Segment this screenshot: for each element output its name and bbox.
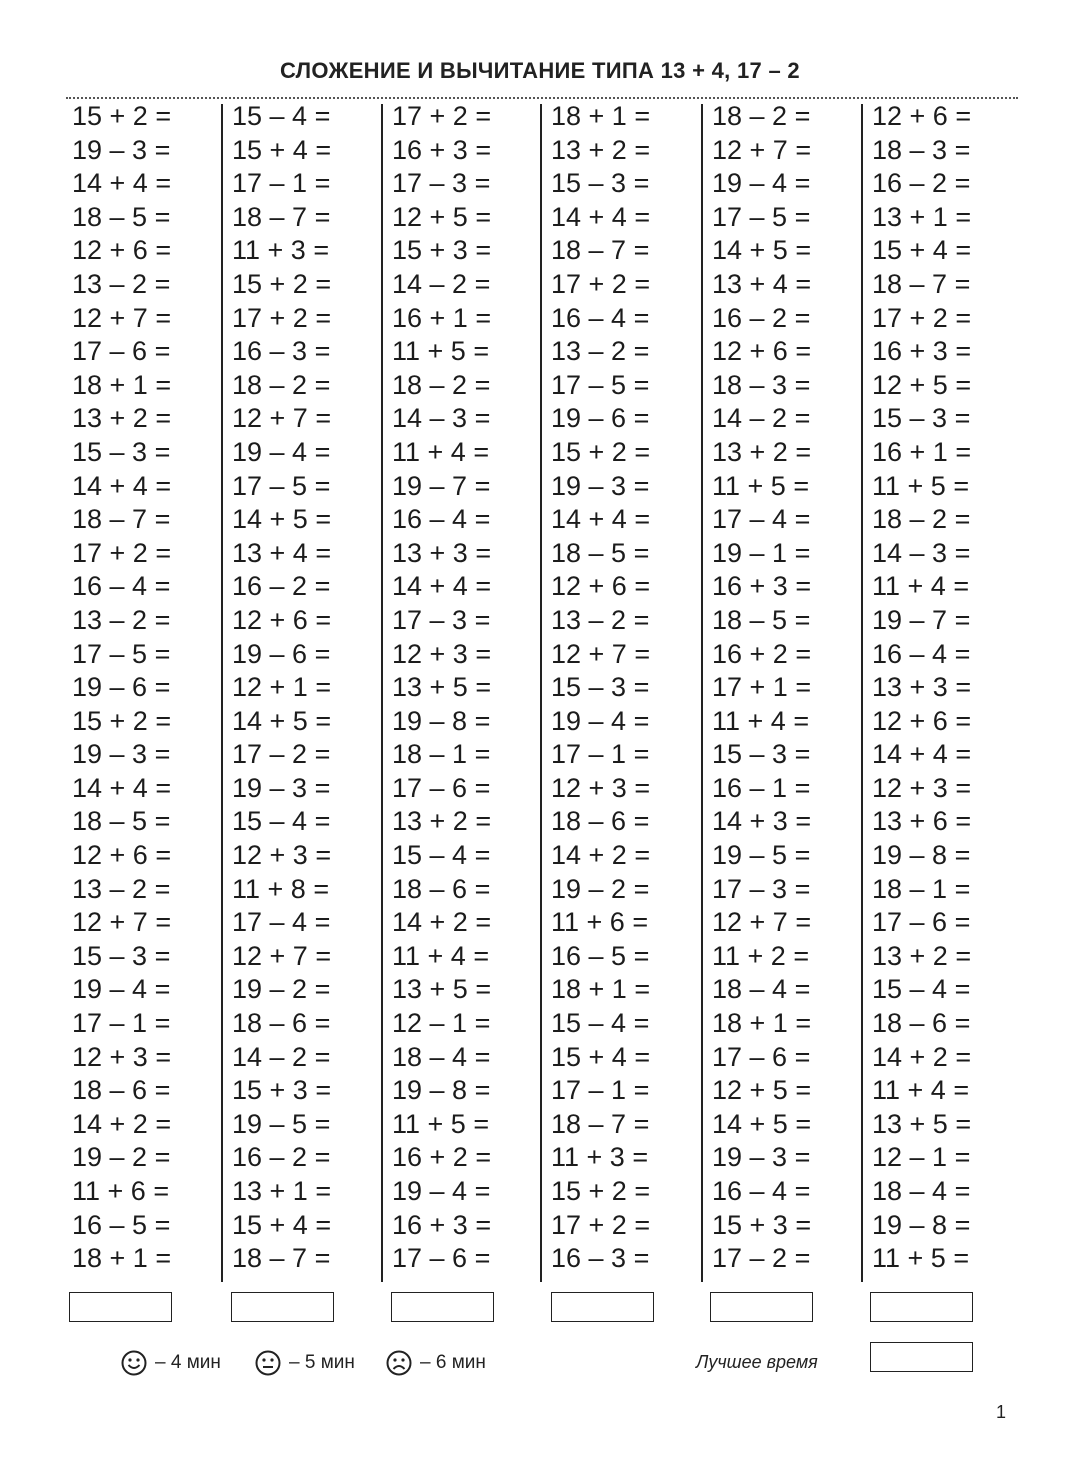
exercise-item: 13 + 4 = xyxy=(712,268,812,299)
exercise-item: 13 + 2 = xyxy=(712,436,812,467)
exercise-item: 15 + 3 = xyxy=(712,1209,812,1240)
exercise-item: 17 + 2 = xyxy=(551,1209,651,1240)
exercise-item: 19 – 3 = xyxy=(712,1142,811,1173)
exercise-item: 17 – 6 = xyxy=(872,907,971,938)
exercise-item: 11 + 8 = xyxy=(232,873,330,904)
exercise-item: 18 – 3 = xyxy=(872,134,971,165)
exercise-item: 19 – 7 = xyxy=(392,470,491,501)
exercise-item: 15 – 3 = xyxy=(72,436,171,467)
exercise-item: 11 + 5 = xyxy=(392,1108,490,1139)
exercise-item: 18 – 2 = xyxy=(712,101,811,131)
exercise-item: 11 + 4 = xyxy=(712,705,810,736)
exercise-item: 15 + 4 = xyxy=(232,134,332,165)
exercise-item: 15 + 4 = xyxy=(551,1041,651,1072)
exercise-item: 18 – 5 = xyxy=(72,806,171,837)
exercise-item: 13 + 1 = xyxy=(232,1176,332,1206)
exercise-item: 11 + 5 = xyxy=(872,1243,970,1274)
exercise-item: 15 – 4 = xyxy=(232,806,331,837)
exercise-item: 19 – 5 = xyxy=(712,840,811,871)
exercise-item: 18 – 5 = xyxy=(712,604,811,635)
exercise-item: 15 – 3 = xyxy=(872,403,971,434)
exercise-item: 18 – 1 = xyxy=(392,739,491,770)
exercise-item: 16 – 5 = xyxy=(72,1209,171,1240)
exercise-item: 19 – 4 = xyxy=(551,705,650,736)
exercise-item: 11 + 3 = xyxy=(551,1142,649,1173)
exercise-item: 14 + 4 = xyxy=(72,772,172,803)
exercise-item: 11 + 4 = xyxy=(872,571,970,602)
exercise-item: 18 – 4 = xyxy=(872,1176,971,1206)
worksheet-title: СЛОЖЕНИЕ И ВЫЧИТАНИЕ ТИПА 13 + 4, 17 – 2 xyxy=(280,58,800,83)
exercise-item: 18 – 7 = xyxy=(872,268,971,299)
exercise-item: 17 + 2 = xyxy=(872,302,972,333)
exercise-item: 18 – 2 = xyxy=(872,504,971,535)
exercise-item: 17 – 5 = xyxy=(72,638,171,669)
exercise-item: 18 – 4 = xyxy=(712,974,811,1005)
exercise-column-4 xyxy=(551,100,701,1276)
legend-sad-text: – 6 мин xyxy=(420,1352,486,1373)
exercise-item: 18 – 6 = xyxy=(392,873,491,904)
exercise-item: 16 + 1 = xyxy=(392,302,492,333)
exercise-item: 14 + 4 = xyxy=(72,168,172,199)
exercise-item: 13 + 3 = xyxy=(392,537,492,568)
exercise-item: 16 + 3 = xyxy=(392,1209,492,1240)
exercise-item: 16 – 4 = xyxy=(551,302,650,333)
exercise-item: 14 + 5 = xyxy=(712,1108,812,1139)
exercise-item: 19 – 4 = xyxy=(232,436,331,467)
exercise-item: 15 – 3 = xyxy=(551,672,650,703)
exercise-item: 12 + 3 = xyxy=(392,638,492,669)
exercise-item: 16 – 5 = xyxy=(551,940,650,971)
exercise-item: 15 + 4 = xyxy=(232,1209,332,1240)
exercise-item: 18 – 5 = xyxy=(551,537,650,568)
exercise-item: 19 – 6 = xyxy=(72,672,171,703)
exercise-item: 12 + 5 = xyxy=(872,369,972,400)
exercise-item: 19 – 2 = xyxy=(72,1142,171,1173)
exercise-item: 13 – 2 = xyxy=(72,268,171,299)
exercise-item: 13 + 1 = xyxy=(872,201,972,232)
exercise-item: 13 + 2 = xyxy=(551,134,651,165)
exercise-item: 12 + 7 = xyxy=(72,302,172,333)
exercise-item: 16 – 4 = xyxy=(392,504,491,535)
exercise-item: 15 + 2 = xyxy=(551,1176,651,1206)
exercise-item: 11 + 6 = xyxy=(551,907,649,938)
exercise-item: 17 – 6 = xyxy=(72,336,171,367)
exercise-item: 18 – 6 = xyxy=(72,1075,171,1106)
exercise-item: 14 + 4 = xyxy=(72,470,172,501)
exercise-item: 19 – 1 = xyxy=(712,537,811,568)
exercise-item: 19 – 7 = xyxy=(872,604,971,635)
exercise-item: 13 – 2 = xyxy=(72,604,171,635)
exercise-item: 12 – 1 = xyxy=(872,1142,971,1173)
exercise-item: 13 + 3 = xyxy=(872,672,972,703)
exercise-item: 17 – 1 = xyxy=(551,739,650,770)
neutral-face-icon xyxy=(255,1350,281,1376)
exercise-item: 16 – 2 = xyxy=(712,302,811,333)
exercise-item: 17 – 4 = xyxy=(232,907,331,938)
exercise-item: 14 – 2 = xyxy=(392,268,491,299)
exercise-item: 18 – 1 = xyxy=(872,873,971,904)
exercise-item: 19 – 3 = xyxy=(72,134,171,165)
exercise-item: 11 + 5 = xyxy=(872,470,970,501)
exercise-item: 12 + 7 = xyxy=(551,638,651,669)
exercise-item: 12 + 6 = xyxy=(232,604,332,635)
exercise-item: 19 – 6 = xyxy=(551,403,650,434)
exercise-item: 18 – 6 = xyxy=(551,806,650,837)
exercise-item: 12 + 5 = xyxy=(392,201,492,232)
exercise-item: 17 – 3 = xyxy=(392,604,491,635)
exercise-item: 18 + 1 = xyxy=(72,369,172,400)
exercise-item: 12 + 7 = xyxy=(712,907,812,938)
exercise-item: 14 + 2 = xyxy=(872,1041,972,1072)
exercise-item: 13 – 2 = xyxy=(551,604,650,635)
sad-face-icon xyxy=(386,1350,412,1376)
exercise-item: 15 + 2 = xyxy=(232,268,332,299)
exercise-item: 19 – 8 = xyxy=(392,1075,491,1106)
exercise-item: 19 – 3 = xyxy=(72,739,171,770)
exercise-item: 16 + 2 = xyxy=(392,1142,492,1173)
exercise-item: 14 + 5 = xyxy=(232,705,332,736)
exercise-item: 13 + 5 = xyxy=(392,974,492,1005)
exercise-item: 12 + 3 = xyxy=(551,772,651,803)
exercise-item: 18 – 2 = xyxy=(232,369,331,400)
exercise-item: 12 + 6 = xyxy=(551,571,651,602)
exercise-item: 18 – 3 = xyxy=(712,369,811,400)
best-time-box[interactable] xyxy=(870,1342,973,1372)
exercise-column-6 xyxy=(872,100,1022,1276)
exercise-item: 17 – 3 = xyxy=(392,168,491,199)
exercise-item: 19 – 2 = xyxy=(551,873,650,904)
exercise-item: 12 – 1 = xyxy=(392,1008,491,1039)
exercise-column-2 xyxy=(232,100,382,1276)
exercise-item: 18 + 1 = xyxy=(712,1008,812,1039)
exercise-item: 14 – 3 = xyxy=(392,403,491,434)
exercise-item: 17 – 6 = xyxy=(392,1243,491,1274)
exercise-item: 19 – 8 = xyxy=(872,1209,971,1240)
exercise-item: 11 + 6 = xyxy=(72,1176,170,1206)
exercise-item: 15 – 3 = xyxy=(712,739,811,770)
exercise-item: 17 – 1 = xyxy=(232,168,331,199)
exercise-item: 17 – 3 = xyxy=(712,873,811,904)
exercise-item: 12 + 6 = xyxy=(72,235,172,266)
best-time-label: Лучшее время xyxy=(696,1352,818,1372)
exercise-item: 14 + 3 = xyxy=(712,806,812,837)
exercise-item: 15 + 2 = xyxy=(72,705,172,736)
exercise-columns xyxy=(0,100,1080,1290)
exercise-item: 17 – 1 = xyxy=(551,1075,650,1106)
exercise-item: 16 – 2 = xyxy=(872,168,971,199)
exercise-item: 14 + 5 = xyxy=(712,235,812,266)
exercise-item: 12 + 3 = xyxy=(872,772,972,803)
exercise-item: 18 + 1 = xyxy=(72,1243,172,1274)
happy-face-icon xyxy=(121,1350,147,1376)
exercise-item: 12 + 6 = xyxy=(872,101,972,131)
exercise-item: 14 – 3 = xyxy=(872,537,971,568)
exercise-item: 19 – 3 = xyxy=(551,470,650,501)
exercise-item: 16 – 3 = xyxy=(232,336,331,367)
exercise-item: 15 – 3 = xyxy=(72,940,171,971)
legend-happy-text: – 4 мин xyxy=(155,1352,221,1373)
exercise-item: 18 – 7 = xyxy=(551,235,650,266)
exercise-item: 19 – 8 = xyxy=(392,705,491,736)
column-1-time-box[interactable] xyxy=(69,1292,172,1322)
exercise-item: 12 + 3 = xyxy=(232,840,332,871)
exercise-item: 18 + 1 = xyxy=(551,974,651,1005)
exercise-item: 12 + 6 = xyxy=(72,840,172,871)
exercise-item: 11 + 4 = xyxy=(392,436,490,467)
exercise-item: 14 + 4 = xyxy=(551,201,651,232)
exercise-item: 17 – 2 = xyxy=(712,1243,811,1274)
exercise-item: 15 – 4 = xyxy=(872,974,971,1005)
exercise-item: 17 – 4 = xyxy=(712,504,811,535)
exercise-item: 16 – 4 = xyxy=(872,638,971,669)
exercise-item: 19 – 2 = xyxy=(232,974,331,1005)
exercise-item: 16 – 1 = xyxy=(712,772,811,803)
exercise-item: 17 – 5 = xyxy=(232,470,331,501)
exercise-item: 16 – 3 = xyxy=(551,1243,650,1274)
exercise-item: 17 – 6 = xyxy=(392,772,491,803)
exercise-item: 17 + 2 = xyxy=(392,101,492,131)
legend-happy xyxy=(121,1348,221,1378)
exercise-item: 18 + 1 = xyxy=(551,101,651,131)
exercise-item: 11 + 3 = xyxy=(232,235,330,266)
exercise-item: 15 – 4 = xyxy=(392,840,491,871)
exercise-item: 13 – 2 = xyxy=(551,336,650,367)
column-4-time-box[interactable] xyxy=(551,1292,654,1322)
exercise-item: 14 + 4 = xyxy=(872,739,972,770)
exercise-item: 18 – 5 = xyxy=(72,201,171,232)
exercise-item: 16 – 4 = xyxy=(72,571,171,602)
exercise-item: 18 – 6 = xyxy=(872,1008,971,1039)
exercise-item: 14 + 5 = xyxy=(232,504,332,535)
exercise-column-1 xyxy=(72,100,222,1276)
exercise-item: 12 + 7 = xyxy=(712,134,812,165)
exercise-item: 15 + 2 = xyxy=(72,101,172,131)
exercise-item: 12 + 6 = xyxy=(872,705,972,736)
exercise-item: 19 – 4 = xyxy=(72,974,171,1005)
exercise-item: 14 + 2 = xyxy=(72,1108,172,1139)
exercise-item: 15 – 3 = xyxy=(551,168,650,199)
exercise-item: 13 + 5 = xyxy=(872,1108,972,1139)
exercise-item: 12 + 6 = xyxy=(712,336,812,367)
column-3-time-box[interactable] xyxy=(391,1292,494,1322)
exercise-item: 19 – 8 = xyxy=(872,840,971,871)
exercise-item: 17 + 2 = xyxy=(232,302,332,333)
exercise-item: 18 – 7 = xyxy=(551,1108,650,1139)
exercise-item: 12 + 7 = xyxy=(232,403,332,434)
exercise-item: 14 + 4 = xyxy=(551,504,651,535)
exercise-item: 19 – 3 = xyxy=(232,772,331,803)
exercise-item: 14 – 2 = xyxy=(712,403,811,434)
exercise-item: 19 – 6 = xyxy=(232,638,331,669)
exercise-item: 15 + 4 = xyxy=(872,235,972,266)
exercise-item: 16 – 2 = xyxy=(232,1142,331,1173)
page-number: 1 xyxy=(996,1402,1007,1422)
legend-sad xyxy=(386,1348,486,1378)
exercise-item: 16 + 3 = xyxy=(872,336,972,367)
exercise-item: 11 + 5 = xyxy=(392,336,490,367)
exercise-item: 13 + 2 = xyxy=(72,403,172,434)
column-5-time-box[interactable] xyxy=(710,1292,813,1322)
dotted-divider xyxy=(66,97,1018,99)
exercise-item: 15 – 4 = xyxy=(551,1008,650,1039)
exercise-item: 18 – 2 = xyxy=(392,369,491,400)
exercise-item: 16 + 1 = xyxy=(872,436,972,467)
exercise-item: 13 + 6 = xyxy=(872,806,972,837)
exercise-item: 17 – 1 = xyxy=(72,1008,171,1039)
column-2-time-box[interactable] xyxy=(231,1292,334,1322)
exercise-column-5 xyxy=(712,100,862,1276)
exercise-item: 13 – 2 = xyxy=(72,873,171,904)
exercise-item: 16 – 2 = xyxy=(232,571,331,602)
exercise-item: 18 – 7 = xyxy=(232,201,331,232)
exercise-item: 15 + 3 = xyxy=(232,1075,332,1106)
legend-neutral-text: – 5 мин xyxy=(289,1352,355,1373)
exercise-item: 11 + 4 = xyxy=(872,1075,970,1106)
exercise-item: 17 + 1 = xyxy=(712,672,812,703)
exercise-item: 19 – 4 = xyxy=(712,168,811,199)
exercise-item: 18 – 7 = xyxy=(72,504,171,535)
exercise-item: 11 + 4 = xyxy=(392,940,490,971)
exercise-item: 14 + 2 = xyxy=(551,840,651,871)
exercise-item: 17 – 2 = xyxy=(232,739,331,770)
exercise-item: 15 + 3 = xyxy=(392,235,492,266)
exercise-item: 15 – 4 = xyxy=(232,101,331,131)
exercise-item: 12 + 3 = xyxy=(72,1041,172,1072)
exercise-item: 13 + 4 = xyxy=(232,537,332,568)
exercise-item: 12 + 5 = xyxy=(712,1075,812,1106)
exercise-item: 18 – 6 = xyxy=(232,1008,331,1039)
exercise-item: 14 + 4 = xyxy=(392,571,492,602)
exercise-item: 19 – 4 = xyxy=(392,1176,491,1206)
exercise-item: 16 + 3 = xyxy=(392,134,492,165)
exercise-item: 13 + 5 = xyxy=(392,672,492,703)
exercise-item: 12 + 7 = xyxy=(72,907,172,938)
exercise-item: 18 – 7 = xyxy=(232,1243,331,1274)
exercise-item: 15 + 2 = xyxy=(551,436,651,467)
exercise-item: 16 – 4 = xyxy=(712,1176,811,1206)
exercise-item: 12 + 7 = xyxy=(232,940,332,971)
legend-neutral xyxy=(255,1348,355,1378)
exercise-item: 18 – 4 = xyxy=(392,1041,491,1072)
exercise-item: 19 – 5 = xyxy=(232,1108,331,1139)
exercise-item: 13 + 2 = xyxy=(872,940,972,971)
exercise-item: 17 – 6 = xyxy=(712,1041,811,1072)
exercise-item: 11 + 5 = xyxy=(712,470,810,501)
exercise-item: 16 + 3 = xyxy=(712,571,812,602)
exercise-item: 17 + 2 = xyxy=(72,537,172,568)
exercise-item: 16 + 2 = xyxy=(712,638,812,669)
exercise-item: 13 + 2 = xyxy=(392,806,492,837)
exercise-item: 14 + 2 = xyxy=(392,907,492,938)
exercise-item: 12 + 1 = xyxy=(232,672,332,703)
exercise-item: 17 + 2 = xyxy=(551,268,651,299)
exercise-column-3 xyxy=(392,100,542,1276)
exercise-item: 17 – 5 = xyxy=(712,201,811,232)
exercise-item: 17 – 5 = xyxy=(551,369,650,400)
exercise-item: 14 – 2 = xyxy=(232,1041,331,1072)
column-6-time-box[interactable] xyxy=(870,1292,973,1322)
exercise-item: 11 + 2 = xyxy=(712,940,810,971)
